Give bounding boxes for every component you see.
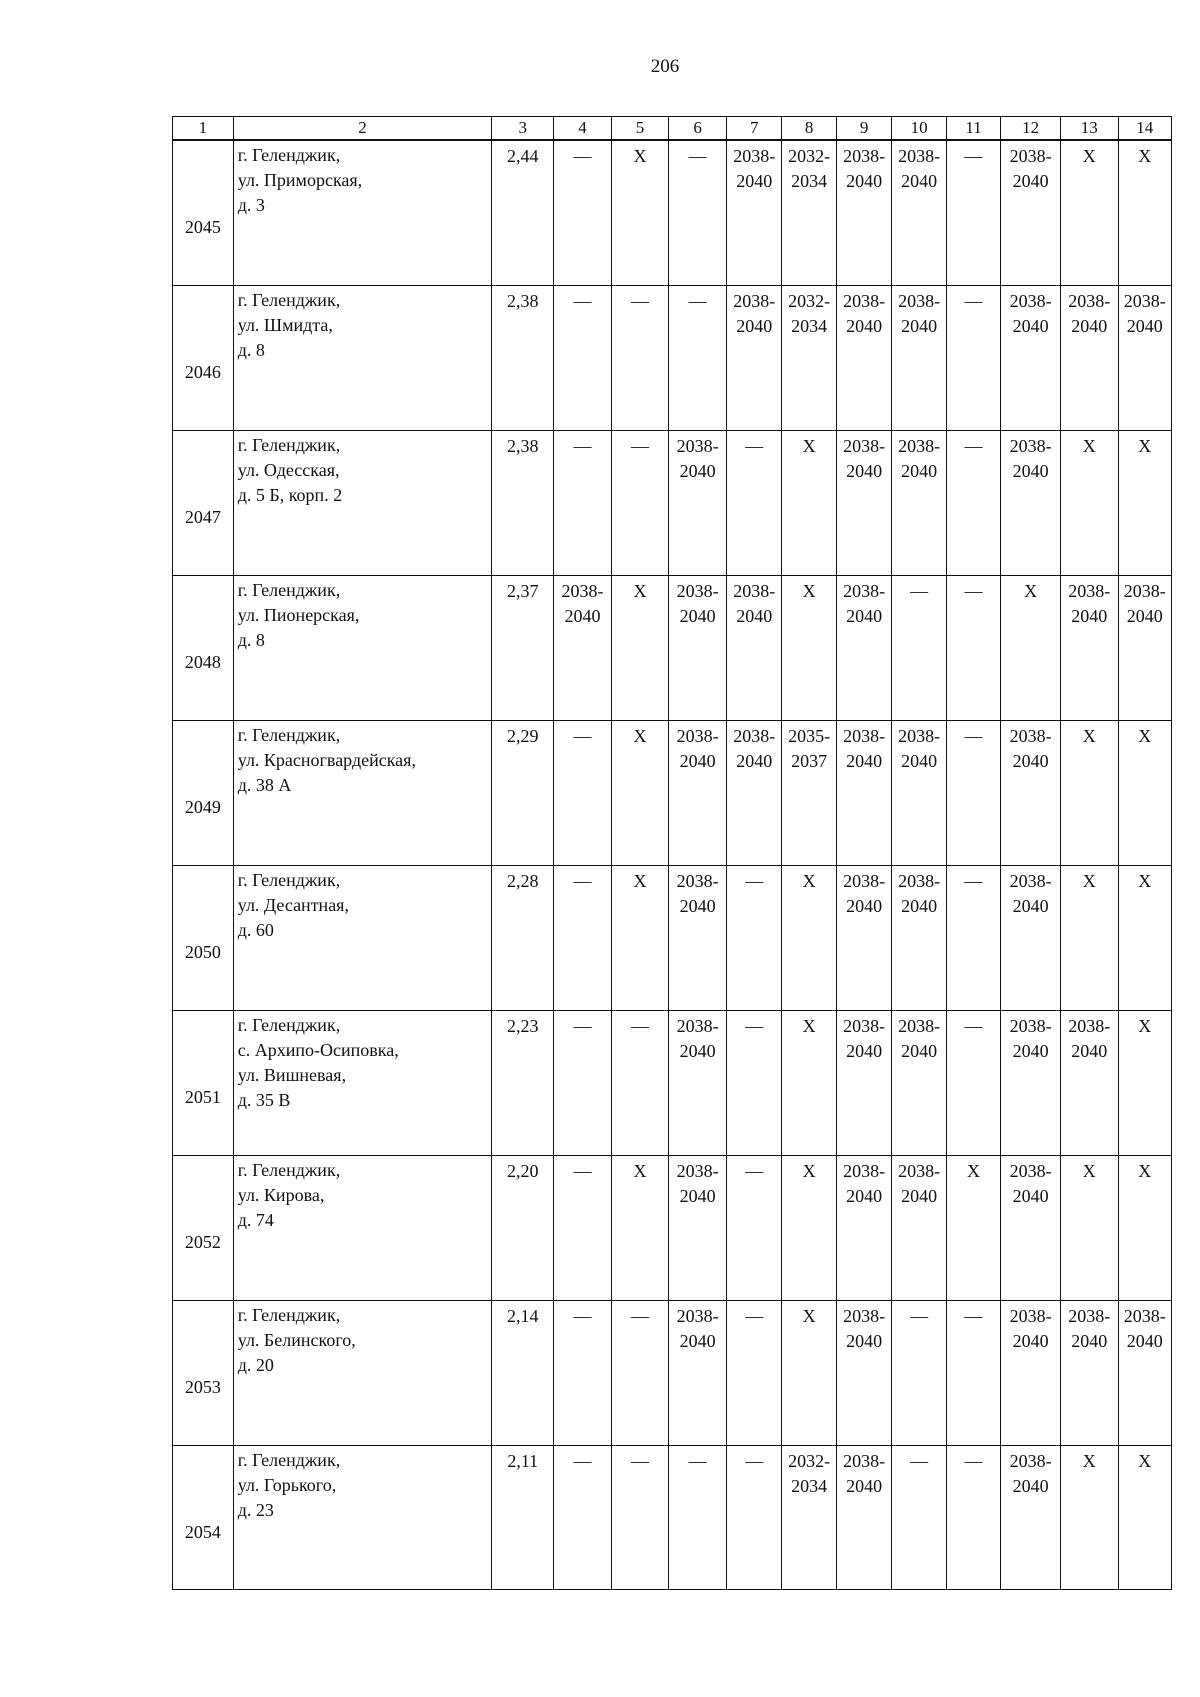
value-line: 2038-: [676, 435, 719, 456]
value-cell-col-13: Х: [1060, 1155, 1118, 1300]
value-line: 2040: [1071, 1330, 1108, 1351]
row-number: 2047: [173, 430, 234, 575]
address-cell: [233, 140, 492, 285]
value-cell-col-6: —: [669, 285, 727, 430]
coefficient-cell: 2,38: [492, 430, 554, 575]
row-number: 2046: [173, 285, 234, 430]
value-cell-col-5: —: [611, 1445, 669, 1589]
value-line: 2038-: [1068, 1305, 1111, 1326]
value-cell-col-12: [1001, 1445, 1061, 1589]
value-cell-col-7: —: [726, 1300, 782, 1445]
value-cell-col-9: [836, 430, 892, 575]
address-cell: [233, 1445, 492, 1589]
header-cell-7: 7: [726, 117, 782, 141]
value-cell-col-6: [669, 575, 727, 720]
row-number: 2053: [173, 1300, 234, 1445]
value-cell-col-13: Х: [1060, 865, 1118, 1010]
value-cell-col-8: Х: [782, 865, 836, 1010]
value-cell-col-7: [726, 720, 782, 865]
value-cell-col-8: Х: [782, 1155, 836, 1300]
value-line: 2040: [901, 750, 938, 771]
value-cell-col-10: [892, 140, 946, 285]
value-line: 2040: [736, 750, 773, 771]
value-line: 2038-: [676, 580, 719, 601]
header-cell-4: 4: [554, 117, 612, 141]
value-cell-col-11: —: [946, 430, 1000, 575]
value-line: 2038-: [898, 870, 941, 891]
value-cell-col-8: [782, 1445, 836, 1589]
value-cell-col-11: Х: [946, 1155, 1000, 1300]
table-row: [173, 720, 1172, 865]
value-line: 2038-: [898, 725, 941, 746]
value-line: 2040: [1012, 171, 1049, 191]
address-line: г. Геленджик,: [237, 724, 341, 745]
address-line: г. Геленджик,: [237, 1159, 341, 1180]
coefficient-cell: 2,28: [492, 865, 554, 1010]
address-line: г. Геленджик,: [237, 869, 341, 890]
value-line: 2038-: [1123, 1305, 1166, 1326]
table-row: [173, 285, 1172, 430]
value-cell-col-9: [836, 1010, 892, 1155]
value-cell-col-8: [782, 285, 836, 430]
row-number: 2051: [173, 1010, 234, 1155]
value-cell-col-14: [1118, 1300, 1171, 1445]
value-line: 2038-: [1068, 580, 1111, 601]
value-line: 2038-: [843, 870, 886, 891]
header-cell-10: 10: [892, 117, 946, 141]
value-line: 2040: [846, 1040, 883, 1061]
table-row: [173, 1445, 1172, 1589]
header-cell-5: 5: [611, 117, 669, 141]
value-cell-col-11: —: [946, 140, 1000, 285]
value-line: 2038-: [1009, 146, 1052, 166]
value-line: 2038-: [1009, 435, 1052, 456]
value-line: 2038-: [1068, 290, 1111, 311]
address-line: ул. Кирова,: [237, 1184, 325, 1205]
value-line: 2040: [679, 1040, 716, 1061]
value-line: 2038-: [898, 1160, 941, 1181]
value-cell-col-4: —: [554, 285, 612, 430]
value-line: 2034: [791, 315, 828, 336]
address-line: ул. Шмидта,: [237, 314, 333, 335]
value-cell-col-4: —: [554, 865, 612, 1010]
address-line: ул. Пионерская,: [237, 604, 360, 625]
value-cell-col-6: [669, 720, 727, 865]
address-line: д. 3: [237, 195, 265, 215]
value-cell-col-8: [782, 720, 836, 865]
value-cell-col-4: —: [554, 140, 612, 285]
table-row: [173, 1155, 1172, 1300]
value-cell-col-12: [1001, 430, 1061, 575]
value-cell-col-12: [1001, 1010, 1061, 1155]
address-line: д. 8: [237, 629, 265, 650]
value-cell-col-11: —: [946, 720, 1000, 865]
value-line: 2040: [1012, 1330, 1049, 1351]
value-cell-col-14: Х: [1118, 140, 1171, 285]
value-line: 2038-: [1009, 1160, 1052, 1181]
value-line: 2040: [1012, 315, 1049, 336]
value-cell-col-4: —: [554, 1300, 612, 1445]
value-cell-col-10: [892, 720, 946, 865]
coefficient-cell: 2,23: [492, 1010, 554, 1155]
value-cell-col-14: Х: [1118, 430, 1171, 575]
value-line: 2038-: [1009, 1015, 1052, 1036]
value-cell-col-5: —: [611, 1010, 669, 1155]
value-line: 2040: [736, 315, 773, 336]
value-cell-col-10: —: [892, 1445, 946, 1589]
value-line: 2040: [901, 1040, 938, 1061]
value-cell-col-9: [836, 865, 892, 1010]
value-line: 2040: [1012, 750, 1049, 771]
value-line: 2040: [846, 1185, 883, 1206]
address-line: д. 20: [237, 1354, 274, 1375]
address-line: ул. Одесская,: [237, 459, 340, 480]
value-cell-col-5: —: [611, 1300, 669, 1445]
value-line: 2040: [1126, 315, 1163, 336]
value-line: 2038-: [733, 580, 776, 601]
value-cell-col-4: —: [554, 1010, 612, 1155]
value-cell-col-4: —: [554, 1155, 612, 1300]
value-line: 2038-: [843, 1015, 886, 1036]
value-cell-col-11: —: [946, 575, 1000, 720]
header-cell-13: 13: [1060, 117, 1118, 141]
value-cell-col-12: [1001, 865, 1061, 1010]
value-line: 2038-: [676, 725, 719, 746]
value-line: 2037: [791, 750, 828, 771]
table-row: [173, 430, 1172, 575]
value-line: 2038-: [1009, 290, 1052, 311]
value-line: 2040: [901, 895, 938, 916]
table-row: [173, 575, 1172, 720]
value-line: 2035-: [788, 725, 831, 746]
data-table: [172, 116, 1172, 1590]
value-line: 2040: [846, 895, 883, 916]
value-line: 2038-: [733, 290, 776, 311]
value-line: 2040: [1126, 605, 1163, 626]
value-cell-col-5: —: [611, 430, 669, 575]
value-cell-col-5: Х: [611, 865, 669, 1010]
address-cell: [233, 720, 492, 865]
value-cell-col-14: Х: [1118, 720, 1171, 865]
value-line: 2034: [791, 1475, 828, 1496]
coefficient-cell: 2,14: [492, 1300, 554, 1445]
value-line: 2038-: [898, 1015, 941, 1036]
value-cell-col-9: [836, 575, 892, 720]
value-line: 2038-: [676, 870, 719, 891]
value-cell-col-7: [726, 140, 782, 285]
value-cell-col-12: [1001, 140, 1061, 285]
value-cell-col-13: Х: [1060, 720, 1118, 865]
value-line: 2040: [679, 895, 716, 916]
value-line: 2040: [1126, 1330, 1163, 1351]
value-cell-col-5: Х: [611, 140, 669, 285]
header-cell-14: 14: [1118, 117, 1171, 141]
address-cell: [233, 865, 492, 1010]
value-cell-col-10: [892, 1010, 946, 1155]
value-cell-col-9: [836, 1445, 892, 1589]
value-cell-col-5: —: [611, 285, 669, 430]
table-row: [173, 1010, 1172, 1155]
value-cell-col-5: Х: [611, 575, 669, 720]
value-cell-col-8: Х: [782, 1300, 836, 1445]
address-line: г. Геленджик,: [237, 1304, 341, 1325]
row-number: 2054: [173, 1445, 234, 1589]
table-row: [173, 1300, 1172, 1445]
value-line: 2040: [564, 605, 601, 626]
header-cell-12: 12: [1001, 117, 1061, 141]
row-number: 2050: [173, 865, 234, 1010]
address-line: с. Архипо-Осиповка,: [237, 1039, 399, 1060]
value-cell-col-11: —: [946, 1300, 1000, 1445]
address-line: д. 23: [237, 1499, 274, 1520]
value-line: 2040: [1012, 1185, 1049, 1206]
value-line: 2038-: [676, 1015, 719, 1036]
value-cell-col-10: [892, 1155, 946, 1300]
value-line: 2038-: [1123, 580, 1166, 601]
value-cell-col-12: [1001, 1155, 1061, 1300]
value-cell-col-9: [836, 1300, 892, 1445]
value-cell-col-6: —: [669, 140, 727, 285]
address-line: д. 35 В: [237, 1089, 291, 1110]
value-line: 2038-: [843, 146, 886, 166]
value-cell-col-12: [1001, 1300, 1061, 1445]
header-cell-3: 3: [492, 117, 554, 141]
value-line: 2038-: [561, 580, 604, 601]
value-cell-col-6: [669, 1010, 727, 1155]
row-number: 2052: [173, 1155, 234, 1300]
address-line: г. Геленджик,: [237, 434, 341, 455]
value-line: 2040: [679, 605, 716, 626]
address-line: г. Геленджик,: [237, 579, 341, 600]
value-cell-col-4: —: [554, 1445, 612, 1589]
value-cell-col-11: —: [946, 1445, 1000, 1589]
header-cell-11: 11: [946, 117, 1000, 141]
value-cell-col-7: [726, 285, 782, 430]
address-line: д. 60: [237, 919, 274, 940]
page-number: 206: [650, 56, 680, 77]
value-line: 2038-: [898, 435, 941, 456]
address-line: ул. Красногвардейская,: [237, 749, 416, 770]
value-line: 2040: [679, 1185, 716, 1206]
coefficient-cell: 2,37: [492, 575, 554, 720]
value-line: 2040: [846, 1330, 883, 1351]
value-cell-col-6: —: [669, 1445, 727, 1589]
value-line: 2040: [901, 171, 938, 191]
value-line: 2040: [679, 750, 716, 771]
value-cell-col-4: —: [554, 430, 612, 575]
address-cell: [233, 1300, 492, 1445]
address-line: ул. Вишневая,: [237, 1064, 347, 1085]
value-cell-col-12: Х: [1001, 575, 1061, 720]
coefficient-cell: 2,11: [492, 1445, 554, 1589]
value-cell-col-8: Х: [782, 575, 836, 720]
value-cell-col-8: [782, 140, 836, 285]
value-line: 2040: [736, 605, 773, 626]
value-cell-col-13: Х: [1060, 1445, 1118, 1589]
address-cell: [233, 430, 492, 575]
value-line: 2032-: [788, 146, 831, 166]
coefficient-cell: 2,29: [492, 720, 554, 865]
value-cell-col-14: Х: [1118, 865, 1171, 1010]
value-cell-col-14: Х: [1118, 1010, 1171, 1155]
value-cell-col-7: —: [726, 430, 782, 575]
header-cell-9: 9: [836, 117, 892, 141]
row-number: 2049: [173, 720, 234, 865]
address-line: ул. Приморская,: [237, 170, 363, 190]
value-line: 2034: [791, 171, 828, 191]
value-line: 2040: [1012, 1040, 1049, 1061]
value-line: 2040: [1012, 895, 1049, 916]
value-cell-col-14: [1118, 285, 1171, 430]
value-line: 2040: [1012, 1475, 1049, 1496]
value-line: 2032-: [788, 290, 831, 311]
value-line: 2038-: [843, 290, 886, 311]
address-line: д. 8: [237, 339, 265, 360]
value-line: 2040: [679, 1330, 716, 1351]
value-line: 2038-: [898, 290, 941, 311]
value-cell-col-13: [1060, 285, 1118, 430]
value-cell-col-6: [669, 1300, 727, 1445]
value-cell-col-10: [892, 865, 946, 1010]
value-line: 2040: [1071, 605, 1108, 626]
table-header: [173, 117, 1172, 141]
value-line: 2038-: [843, 1305, 886, 1326]
value-cell-col-7: [726, 575, 782, 720]
value-cell-col-4: —: [554, 720, 612, 865]
value-line: 2038-: [843, 1160, 886, 1181]
value-line: 2040: [736, 171, 773, 191]
address-line: ул. Белинского,: [237, 1329, 356, 1350]
address-line: д. 74: [237, 1209, 274, 1230]
value-cell-col-11: —: [946, 1010, 1000, 1155]
value-line: 2040: [846, 1475, 883, 1496]
table-row: [173, 865, 1172, 1010]
address-cell: [233, 285, 492, 430]
value-line: 2038-: [1009, 870, 1052, 891]
value-line: 2040: [901, 1185, 938, 1206]
header-cell-8: 8: [782, 117, 836, 141]
value-line: 2040: [679, 460, 716, 481]
value-line: 2038-: [676, 1160, 719, 1181]
coefficient-cell: 2,20: [492, 1155, 554, 1300]
value-cell-col-13: [1060, 1300, 1118, 1445]
value-cell-col-9: [836, 1155, 892, 1300]
table-body: [173, 140, 1172, 1589]
value-cell-col-9: [836, 720, 892, 865]
value-cell-col-10: —: [892, 575, 946, 720]
value-cell-col-14: [1118, 575, 1171, 720]
address-line: г. Геленджик,: [237, 1449, 341, 1470]
value-line: 2038-: [843, 725, 886, 746]
address-cell: [233, 1155, 492, 1300]
value-cell-col-12: [1001, 720, 1061, 865]
value-line: 2038-: [733, 146, 776, 166]
value-cell-col-12: [1001, 285, 1061, 430]
value-line: 2040: [846, 315, 883, 336]
coefficient-cell: 2,44: [492, 140, 554, 285]
header-cell-1: 1: [173, 117, 234, 141]
address-line: г. Геленджик,: [237, 145, 341, 165]
header-cell-2: 2: [233, 117, 492, 141]
coefficient-cell: 2,38: [492, 285, 554, 430]
address-line: ул. Горького,: [237, 1474, 337, 1495]
value-line: 2040: [901, 315, 938, 336]
value-line: 2038-: [1009, 725, 1052, 746]
value-cell-col-4: [554, 575, 612, 720]
value-line: 2040: [846, 460, 883, 481]
value-line: 2040: [1012, 460, 1049, 481]
address-line: ул. Десантная,: [237, 894, 349, 915]
value-cell-col-6: [669, 1155, 727, 1300]
value-cell-col-8: Х: [782, 430, 836, 575]
value-cell-col-7: —: [726, 1010, 782, 1155]
value-cell-col-8: Х: [782, 1010, 836, 1155]
value-cell-col-5: Х: [611, 720, 669, 865]
header-row: [173, 117, 1172, 141]
table-row: [173, 140, 1172, 285]
value-line: 2038-: [1068, 1015, 1111, 1036]
row-number: 2048: [173, 575, 234, 720]
address-line: г. Геленджик,: [237, 1014, 341, 1035]
value-line: 2040: [901, 460, 938, 481]
value-cell-col-13: [1060, 1010, 1118, 1155]
value-line: 2038-: [843, 1450, 886, 1471]
value-line: 2038-: [843, 435, 886, 456]
value-line: 2038-: [1009, 1305, 1052, 1326]
value-cell-col-6: [669, 430, 727, 575]
value-line: 2038-: [898, 146, 941, 166]
value-cell-col-14: Х: [1118, 1155, 1171, 1300]
value-cell-col-11: —: [946, 865, 1000, 1010]
value-cell-col-10: [892, 285, 946, 430]
value-cell-col-13: Х: [1060, 430, 1118, 575]
address-line: д. 38 А: [237, 774, 292, 795]
value-line: 2038-: [733, 725, 776, 746]
row-number: 2045: [173, 140, 234, 285]
address-line: г. Геленджик,: [237, 289, 341, 310]
value-cell-col-7: —: [726, 865, 782, 1010]
value-line: 2032-: [788, 1450, 831, 1471]
value-line: 2038-: [1123, 290, 1166, 311]
value-cell-col-5: Х: [611, 1155, 669, 1300]
value-line: 2038-: [676, 1305, 719, 1326]
value-cell-col-9: [836, 285, 892, 430]
value-line: 2040: [846, 750, 883, 771]
value-line: 2040: [1071, 1040, 1108, 1061]
value-cell-col-13: Х: [1060, 140, 1118, 285]
address-cell: [233, 1010, 492, 1155]
value-cell-col-13: [1060, 575, 1118, 720]
value-line: 2038-: [843, 580, 886, 601]
value-line: 2040: [1071, 315, 1108, 336]
header-cell-6: 6: [669, 117, 727, 141]
value-cell-col-6: [669, 865, 727, 1010]
address-line: д. 5 Б, корп. 2: [237, 484, 343, 505]
value-cell-col-10: —: [892, 1300, 946, 1445]
value-line: 2040: [846, 605, 883, 626]
value-cell-col-11: —: [946, 285, 1000, 430]
value-cell-col-7: —: [726, 1155, 782, 1300]
value-cell-col-9: [836, 140, 892, 285]
value-line: 2040: [846, 171, 883, 191]
value-cell-col-7: —: [726, 1445, 782, 1589]
value-cell-col-14: Х: [1118, 1445, 1171, 1589]
value-cell-col-10: [892, 430, 946, 575]
value-line: 2038-: [1009, 1450, 1052, 1471]
address-cell: [233, 575, 492, 720]
